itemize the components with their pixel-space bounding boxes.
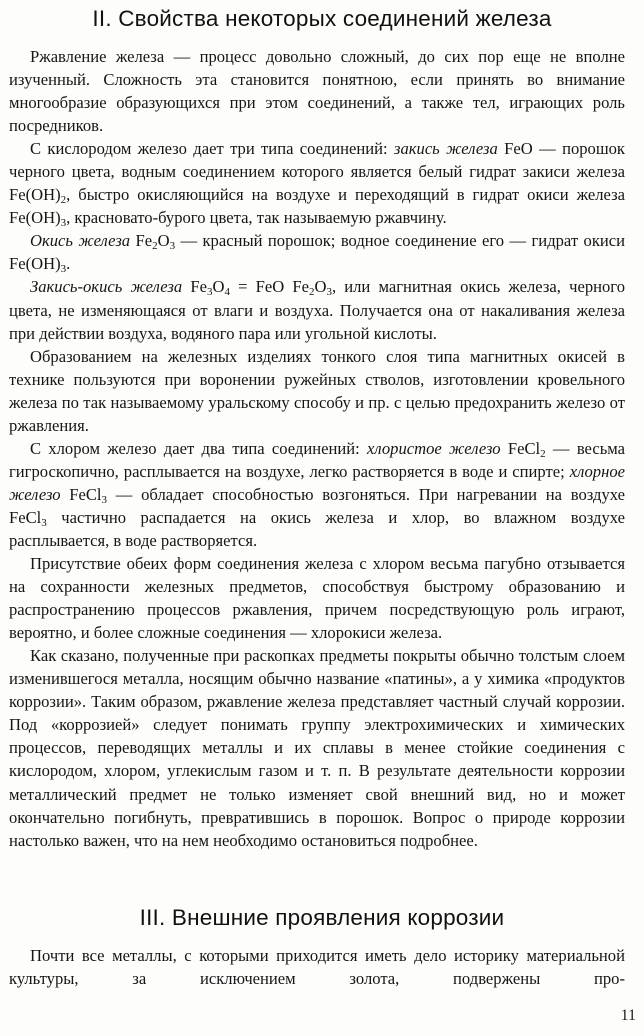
section-3-heading: III. Внешние проявления коррозии	[139, 905, 505, 930]
paragraph-metals-intro: Почти все металлы, с которыми приходится иметь дело историку материальной культуры, за исключением золота, подвержены про-	[9, 946, 625, 989]
paragraph-chlorine-compounds: С хлором железо дает два типа соединений: хлористое железо FeCl$_2$ — весьма гигроскопично, расплывается на воздухе, легко растворяется в воде и спирте; хлорное железо FeCl$_3$ — обладает способностью возгоняться. При нагревании на воздухе FeCl$_3$ частично распадается на окись железа и хлор, во влажном воздухе расплывается, в воде растворяется.	[9, 438, 626, 550]
section-2-body	[9, 45, 625, 852]
paragraph-magnetic-oxide: Закись-окись железа $Fe_3O_4$ = FeO $Fe_2O_3$, или магнитная окись железа, черного цвета, не изменяющаяся от влаги и воздуха. Получается она от накаливания железа при действии воздуха, водяного пара или угольной кислоты.	[9, 277, 625, 343]
paragraph-iron-oxide: Окись железа $Fe_2O_3$ — красный порошок; водное соединение его — гидрат окиси $Fe(OH)_3$.	[9, 231, 626, 276]
paragraph-chlorine-harm: Присутствие обеих форм соединения железа с хлором весьма пагубно отзывается на сохранности железных предметов, способствуя быстрому образованию и распространению процессов ржавления, причем посредствующую роль играют, вероятно, и более сложные соединения — хлорокиси железа.	[9, 554, 625, 643]
paragraph-corrosion-definition: Как сказано, полученные при раскопках предметы покрыты обычно толстым слоем изменившегося металла, носящим обычно название «патины», а у химика «продуктов коррозии». Таким образом, ржавление железа представляет частный случай коррозии. Под «коррозией» следует понимать группу электрохимических и химических процессов, переводящих металлы и их сплавы в менее стойкие соединения с кислородом, хлором, углекислым газом и т. п. В результате деятельности коррозии металлический предмет не только изменяет свой внешний вид, но и может окончательно погибнуть, превратившись в порошок. Вопрос о природе коррозии настолько важен, что на нем необходимо остановиться подробнее.	[9, 646, 625, 850]
paragraph-bluing: Образованием на железных изделиях тонкого слоя типа магнитных окисей в технике пользуются при воронении ружейных стволов, изготовлении кровельного железа по так называемому уральскому способу и пр. с целью предохранить железо от ржавления.	[9, 346, 625, 435]
paragraph-rusting-intro: Ржавление железа — процесс довольно сложный, до сих пор еще не вполне изученный. Сложность эта становится понятною, если принять во внимание многообразие образующихся при этом соединений, а также тел, играющих роль посредников.	[9, 47, 625, 136]
page-number: 11	[620, 1007, 636, 1024]
paragraph-oxygen-compounds: С кислородом железо дает три типа соединений: закись железа FeO — порошок черного цвета, водным соединением которого является белый гидрат закиси железа $Fe(OH)_2$, быстро окисляющийся на воздухе и переходящий в гидрат окиси железа $Fe(OH)_3$, красновато-бурого цвета, так называемую ржавчину.	[9, 139, 625, 230]
section-2-heading: II. Свойства некоторых соединений железа	[92, 6, 552, 31]
section-3-body	[9, 944, 625, 990]
